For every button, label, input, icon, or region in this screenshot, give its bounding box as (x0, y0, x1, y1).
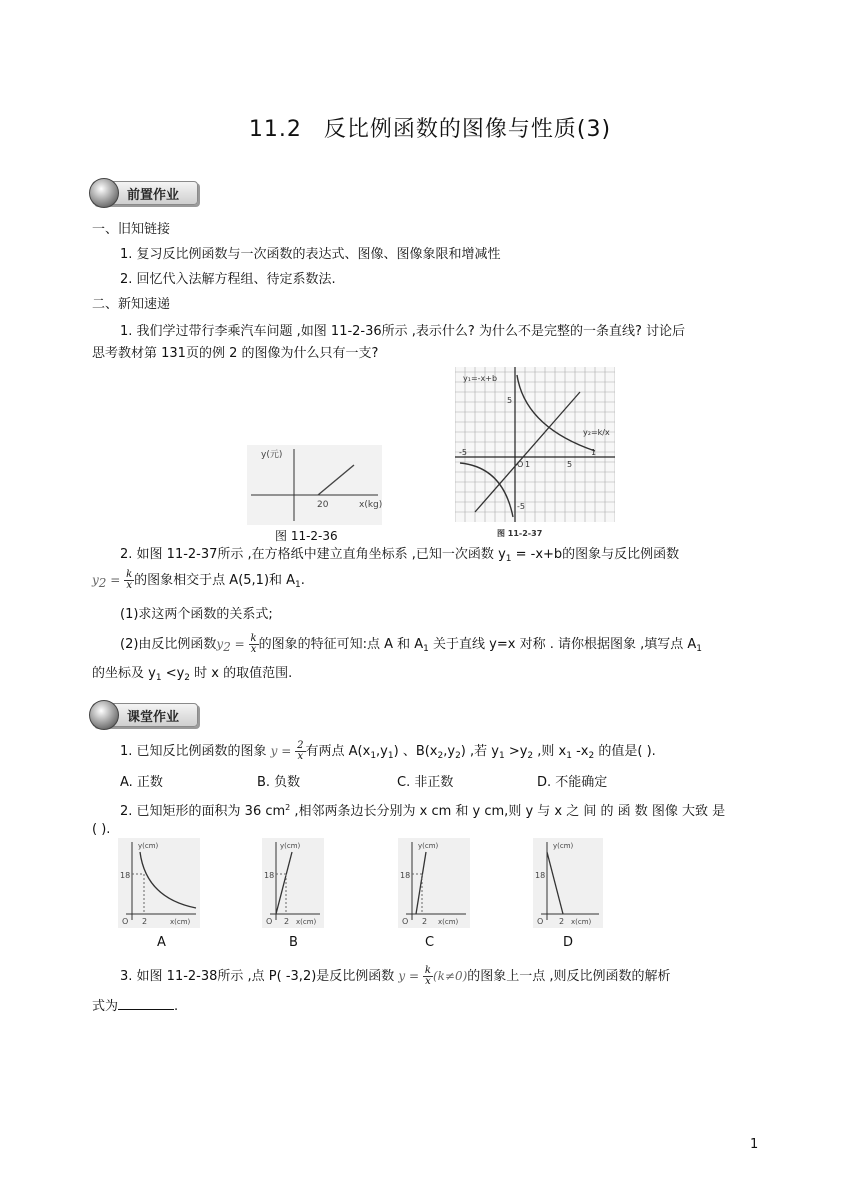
svg-text:O: O (402, 917, 409, 926)
fig36-tick: 20 (317, 500, 329, 510)
svg-text:-5: -5 (459, 448, 467, 457)
c1-option-a: A. 正数 (120, 775, 163, 790)
c2-line2: ( ). (92, 822, 111, 837)
q2-line1: 2. 如图 11-2-37所示 ,在方格纸中建立直角坐标系 ,已知一次函数 $y_1 = -x+b$的图象与反比例函数 (120, 547, 680, 564)
part2-q1-line1: 1. 我们学过带行李乘汽车问题 ,如图 11-2-36所示 ,表示什么? 为什么不是完整的一条直线? 讨论后 (120, 324, 685, 339)
q2-part2-line1: (2)由反比例函数y2 = $\frac{k}{x}$ 的图象的特征可知:点 A 和 $A_1$ 关于直线 y=x 对称 . 请你根据图象 ,填写点 $A_1$ (120, 633, 703, 655)
c2-graph-d-label: D (563, 935, 574, 950)
c2-graph-c-label: C (425, 935, 435, 950)
svg-text:2: 2 (559, 917, 565, 926)
figure-11-2-36 (247, 445, 382, 525)
c2-graph-a-label: A (157, 935, 166, 950)
page-number: 1 (750, 1137, 759, 1152)
c1-option-d: D. 不能确定 (537, 775, 608, 790)
svg-text:y(cm): y(cm) (418, 842, 439, 850)
c2-graph-b-label: B (289, 935, 298, 950)
svg-text:x(cm): x(cm) (170, 918, 191, 926)
svg-text:1: 1 (591, 448, 597, 457)
c2-graph-c (398, 838, 470, 928)
c1-option-c: C. 非正数 (397, 775, 454, 790)
svg-text:18: 18 (120, 871, 131, 880)
c2-line1: 2. 已知矩形的面积为 36 $cm^2$ ,相邻两条边长分别为 x cm 和 y cm,则 y 与 x 之 间 的 函 数 图像 大致 是 (120, 803, 726, 819)
c1-option-b: B. 负数 (257, 775, 301, 790)
part2-q1-line2: 思考教材第 131页的例 2 的图像为什么只有一支? (92, 346, 379, 361)
svg-text:x(cm): x(cm) (296, 918, 317, 926)
svg-text:18: 18 (535, 871, 546, 880)
page-title: 11.2 反比例函数的图像与性质(3) (248, 117, 612, 142)
q2-line2: y2 = $\frac{k}{x}$ 的图象相交于点 A(5,1)和 $A_1$. (92, 569, 305, 591)
svg-text:2: 2 (422, 917, 428, 926)
svg-text:2: 2 (284, 917, 290, 926)
answer-blank[interactable] (118, 1009, 174, 1010)
svg-text:1: 1 (525, 460, 531, 469)
section-badge-class: 课堂作业 (92, 702, 198, 728)
svg-text:x(cm): x(cm) (438, 918, 459, 926)
svg-text:O: O (517, 460, 524, 469)
svg-text:5: 5 (507, 396, 513, 405)
svg-text:O: O (537, 917, 544, 926)
part1-item1: 1. 复习反比例函数与一次函数的表达式、图像、图像象限和增减性 (120, 247, 501, 262)
c3-line2: 式为 . (92, 999, 179, 1014)
figure-11-2-37 (455, 367, 615, 522)
section-badge-pre: 前置作业 (92, 180, 198, 206)
svg-text:O: O (266, 917, 273, 926)
svg-text:5: 5 (567, 460, 573, 469)
fig37-caption: 图 11-2-37 (497, 529, 543, 538)
fig36-caption: 图 11-2-36 (275, 529, 338, 543)
svg-text:18: 18 (400, 871, 411, 880)
svg-text:x(cm): x(cm) (571, 918, 592, 926)
part1-item2: 2. 回忆代入法解方程组、待定系数法. (120, 272, 336, 287)
svg-text:-5: -5 (517, 502, 525, 511)
svg-text:O: O (122, 917, 129, 926)
c1-question: 1. 已知反比例函数的图象 y = $\frac{2}{x}$ 有两点 $A(x_1,y_1)$ 、$B(x_2,y_2)$ ,若 $y_1 >y_2$ ,则 $x_1$ $-x_2$ 的值是( ). (120, 740, 656, 762)
c2-graph-a (118, 838, 200, 928)
c2-graph-d (533, 838, 603, 928)
part2-heading: 二、新知速递 (92, 297, 171, 312)
fig37-label-curve: y₂=k/x (583, 428, 610, 437)
part1-heading: 一、旧知链接 (92, 222, 171, 237)
svg-text:y(cm): y(cm) (138, 842, 159, 850)
svg-text:2: 2 (142, 917, 148, 926)
svg-text:y(cm): y(cm) (280, 842, 301, 850)
svg-text:18: 18 (264, 871, 275, 880)
q2-part1: (1)求这两个函数的关系式; (120, 607, 273, 622)
svg-text:y(cm): y(cm) (553, 842, 574, 850)
fig37-label-line: y₁=-x+b (463, 374, 498, 383)
c2-graph-b (262, 838, 324, 928)
fig36-ylabel: y(元) (261, 450, 283, 460)
c3-line1: 3. 如图 11-2-38所示 ,点 P( -3,2)是反比例函数 y = $\frac{k}{x}$ (k≠0)的图象上一点 ,则反比例函数的解析 (120, 965, 671, 987)
ball-icon (89, 700, 119, 730)
ball-icon (89, 178, 119, 208)
q2-part2-line2: 的坐标及 $y_1 <y_2$ 时 x 的取值范围. (92, 666, 293, 683)
fig36-xlabel: x(kg) (359, 500, 382, 510)
